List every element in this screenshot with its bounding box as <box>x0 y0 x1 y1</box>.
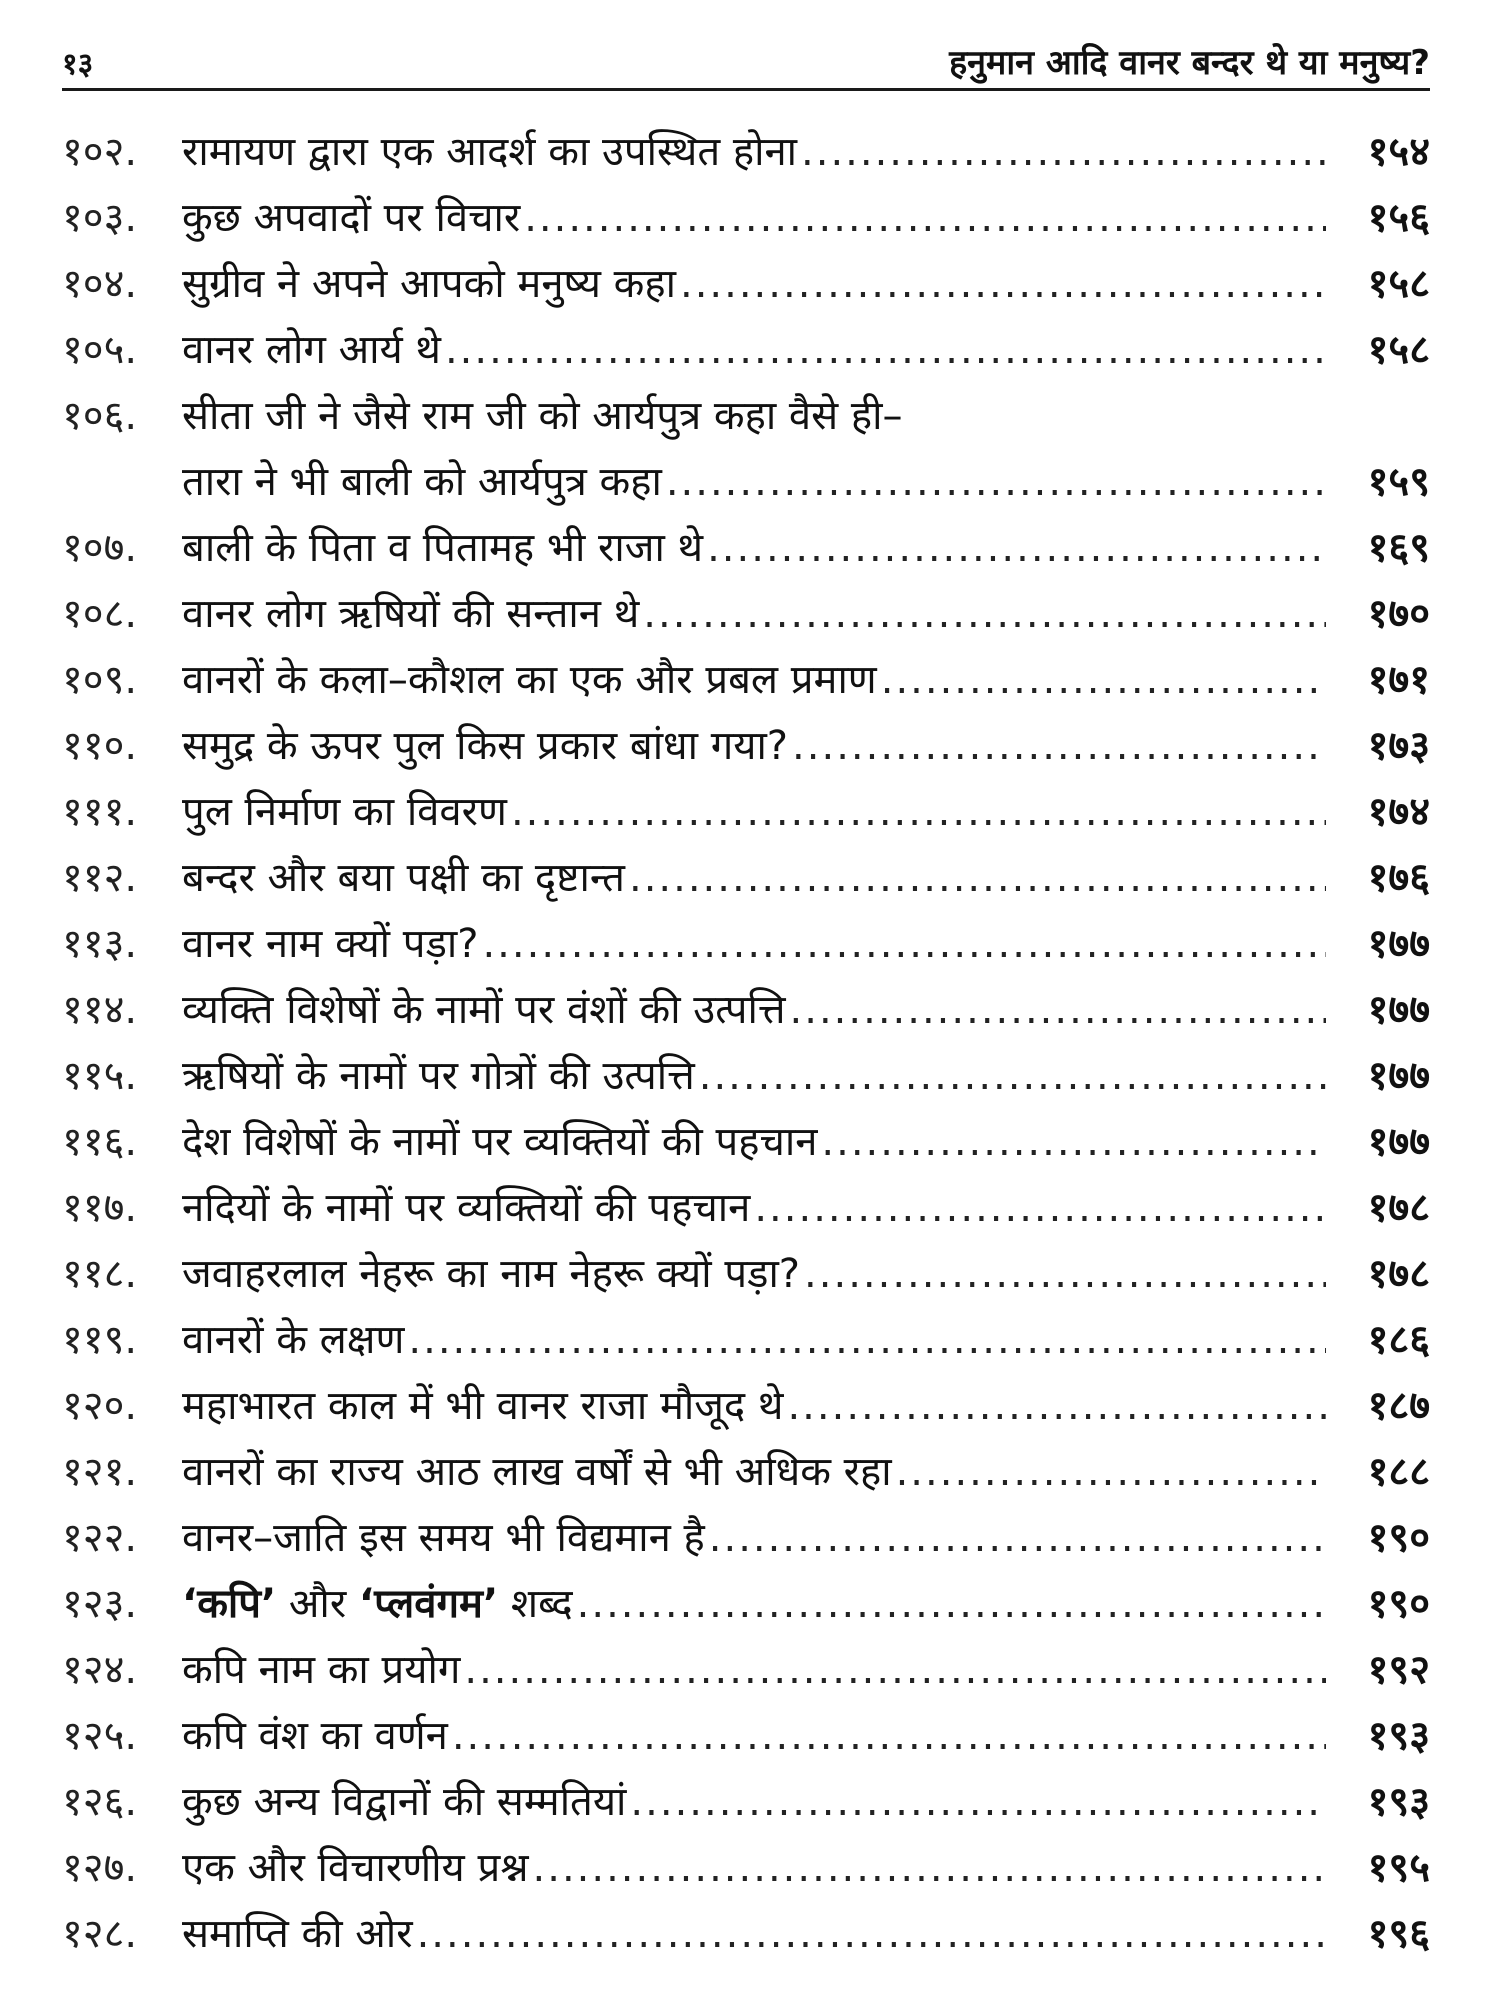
toc-entry <box>62 1769 1430 1835</box>
toc-entry <box>62 1109 1430 1175</box>
entry-number: १०६. <box>62 393 138 439</box>
leader-dots <box>821 1109 1326 1175</box>
toc-entry <box>62 1373 1430 1439</box>
entry-page: १७० <box>1367 591 1430 637</box>
entry-page: १७८ <box>1367 1185 1430 1231</box>
entry-title: वानर लोग ऋषियों की सन्तान थे <box>182 591 640 637</box>
entry-page: १७४ <box>1367 789 1430 835</box>
entry-number: १११. <box>62 789 138 835</box>
entry-number: ११८. <box>62 1251 138 1297</box>
toc-entry <box>62 1439 1430 1505</box>
entry-title: नदियों के नामों पर व्यक्तियों की पहचान <box>182 1185 751 1231</box>
entry-page: १५८ <box>1367 327 1430 373</box>
table-of-contents <box>62 119 1430 1967</box>
entry-page: १५८ <box>1367 261 1430 307</box>
toc-entry <box>62 1175 1430 1241</box>
word-shabd: शब्द <box>498 1581 573 1627</box>
entry-number: १२४. <box>62 1647 138 1693</box>
entry-title: सुग्रीव ने अपने आपको मनुष्य कहा <box>182 261 676 307</box>
toc-entry <box>62 911 1430 977</box>
entry-title: पुल निर्माण का विवरण <box>182 789 507 835</box>
entry-title: कपि नाम का प्रयोग <box>182 1647 461 1693</box>
entry-page: १९५ <box>1367 1845 1430 1891</box>
entry-number: १०२. <box>62 129 138 175</box>
entry-title: ऋषियों के नामों पर गोत्रों की उत्पत्ति <box>182 1053 695 1099</box>
entry-number: ११७. <box>62 1185 138 1231</box>
term-kapi: ‘कपि’ <box>182 1581 277 1627</box>
toc-entry <box>62 383 1430 515</box>
toc-entry <box>62 647 1430 713</box>
entry-number: १२०. <box>62 1383 138 1429</box>
entry-page: १९२ <box>1367 1647 1430 1693</box>
entry-page: १७७ <box>1367 1053 1430 1099</box>
entry-title: वानरों के लक्षण <box>182 1317 405 1363</box>
leader-dots <box>754 1175 1326 1241</box>
toc-entry <box>62 119 1430 185</box>
entry-page: १५४ <box>1367 129 1430 175</box>
entry-page: १९६ <box>1367 1911 1430 1957</box>
leader-dots <box>707 515 1326 581</box>
entry-number: १२८. <box>62 1911 138 1957</box>
running-title: हनुमान आदि वानर बन्दर थे या मनुष्य? <box>949 43 1430 83</box>
entry-number: ११५. <box>62 1053 138 1099</box>
leader-dots <box>577 1571 1326 1637</box>
toc-entry <box>62 1307 1430 1373</box>
entry-number: १०९. <box>62 657 138 703</box>
entry-page: १५६ <box>1367 195 1430 241</box>
leader-dots <box>787 1373 1326 1439</box>
leader-dots <box>533 1835 1326 1901</box>
leader-dots <box>666 449 1326 515</box>
leader-dots <box>511 779 1326 845</box>
entry-title-line1: सीता जी ने जैसे राम जी को आर्यपुत्र कहा वैसे ही– <box>182 393 903 439</box>
toc-entry <box>62 1703 1430 1769</box>
entry-title: वानर–जाति इस समय भी विद्यमान है <box>182 1515 705 1561</box>
entry-page: १७७ <box>1367 987 1430 1033</box>
entry-page: १५९ <box>1367 459 1430 505</box>
toc-entry <box>62 779 1430 845</box>
entry-title: देश विशेषों के नामों पर व्यक्तियों की पहचान <box>182 1119 818 1165</box>
entry-title: समाप्ति की ओर <box>182 1911 413 1957</box>
entry-page: १७६ <box>1367 855 1430 901</box>
leader-dots <box>629 845 1326 911</box>
conjunction: और <box>276 1581 359 1627</box>
entry-number: १२३. <box>62 1581 138 1627</box>
page-header <box>62 28 1430 91</box>
entry-number: १२६. <box>62 1779 138 1825</box>
leader-dots <box>709 1505 1326 1571</box>
entry-title: रामायण द्वारा एक आदर्श का उपस्थित होना <box>182 129 798 175</box>
entry-page: १८६ <box>1367 1317 1430 1363</box>
entry-number: ११०. <box>62 723 138 769</box>
toc-entry <box>62 515 1430 581</box>
entry-page: १९३ <box>1367 1779 1430 1825</box>
entry-page: १७१ <box>1367 657 1430 703</box>
entry-title: तारा ने भी बाली को आर्यपुत्र कहा <box>182 459 662 505</box>
term-plavangam: ‘प्लवंगम’ <box>358 1581 499 1627</box>
entry-title: वानर लोग आर्य थे <box>182 327 441 373</box>
leader-dots <box>630 1769 1326 1835</box>
leader-dots <box>804 1241 1326 1307</box>
toc-entry <box>62 1241 1430 1307</box>
entry-title: कुछ अपवादों पर विचार <box>182 195 521 241</box>
leader-dots <box>643 581 1326 647</box>
entry-number: १२२. <box>62 1515 138 1561</box>
entry-title: एक और विचारणीय प्रश्न <box>182 1845 529 1891</box>
leader-dots <box>801 119 1326 185</box>
leader-dots <box>792 713 1326 779</box>
entry-number: १०८. <box>62 591 138 637</box>
entry-number: ११९. <box>62 1317 138 1363</box>
entry-number: १०३. <box>62 195 138 241</box>
toc-entry <box>62 581 1430 647</box>
entry-page: १९० <box>1367 1515 1430 1561</box>
entry-number: ११३. <box>62 921 138 967</box>
toc-entry <box>62 713 1430 779</box>
entry-title: जवाहरलाल नेहरू का नाम नेहरू क्यों पड़ा? <box>182 1251 801 1297</box>
entry-page: १९० <box>1367 1581 1430 1627</box>
entry-number: १२७. <box>62 1845 138 1891</box>
toc-entry <box>62 251 1430 317</box>
entry-number: १०४. <box>62 261 138 307</box>
leader-dots <box>699 1043 1326 1109</box>
entry-title: बाली के पिता व पितामह भी राजा थे <box>182 525 704 571</box>
toc-entry <box>62 1505 1430 1571</box>
leader-dots <box>790 977 1326 1043</box>
entry-page: १७७ <box>1367 921 1430 967</box>
toc-entry <box>62 977 1430 1043</box>
entry-title: वानर नाम क्यों पड़ा? <box>182 921 479 967</box>
entry-page: १९३ <box>1367 1713 1430 1759</box>
toc-entry <box>62 1637 1430 1703</box>
leader-dots <box>452 1703 1326 1769</box>
leader-dots <box>896 1439 1326 1505</box>
toc-entry <box>62 1571 1430 1637</box>
entry-number: १०५. <box>62 327 138 373</box>
entry-title: कुछ अन्य विद्वानों की सम्मतियां <box>182 1779 627 1825</box>
entry-page: १८७ <box>1367 1383 1430 1429</box>
toc-entry <box>62 1835 1430 1901</box>
entry-page: १७३ <box>1367 723 1430 769</box>
page-number: १३ <box>62 47 94 82</box>
entry-number: ११२. <box>62 855 138 901</box>
entry-page: १६९ <box>1367 525 1430 571</box>
leader-dots <box>524 185 1326 251</box>
toc-entry <box>62 317 1430 383</box>
entry-title: बन्दर और बया पक्षी का दृष्टान्त <box>182 855 625 901</box>
leader-dots <box>482 911 1326 977</box>
leader-dots <box>445 317 1326 383</box>
entry-number: ११६. <box>62 1119 138 1165</box>
leader-dots <box>680 251 1326 317</box>
entry-number: १२१. <box>62 1449 138 1495</box>
toc-entry <box>62 1901 1430 1967</box>
toc-entry <box>62 1043 1430 1109</box>
leader-dots <box>417 1901 1326 1967</box>
entry-number: ११४. <box>62 987 138 1033</box>
leader-dots <box>464 1637 1326 1703</box>
leader-dots <box>408 1307 1326 1373</box>
entry-number: १२५. <box>62 1713 138 1759</box>
entry-title: व्यक्ति विशेषों के नामों पर वंशों की उत्पत्ति <box>182 987 786 1033</box>
entry-page: १७७ <box>1367 1119 1430 1165</box>
entry-title: वानरों का राज्य आठ लाख वर्षों से भी अधिक रहा <box>182 1449 892 1495</box>
entry-page: १७८ <box>1367 1251 1430 1297</box>
entry-title: समुद्र के ऊपर पुल किस प्रकार बांधा गया? <box>182 723 789 769</box>
entry-title: कपि वंश का वर्णन <box>182 1713 448 1759</box>
entry-page: १८८ <box>1367 1449 1430 1495</box>
entry-title: वानरों के कला–कौशल का एक और प्रबल प्रमाण <box>182 657 877 703</box>
toc-entry <box>62 845 1430 911</box>
entry-number: १०७. <box>62 525 138 571</box>
leader-dots <box>881 647 1326 713</box>
toc-entry <box>62 185 1430 251</box>
entry-title: महाभारत काल में भी वानर राजा मौजूद थे <box>182 1383 784 1429</box>
entry-title <box>182 1571 573 1637</box>
